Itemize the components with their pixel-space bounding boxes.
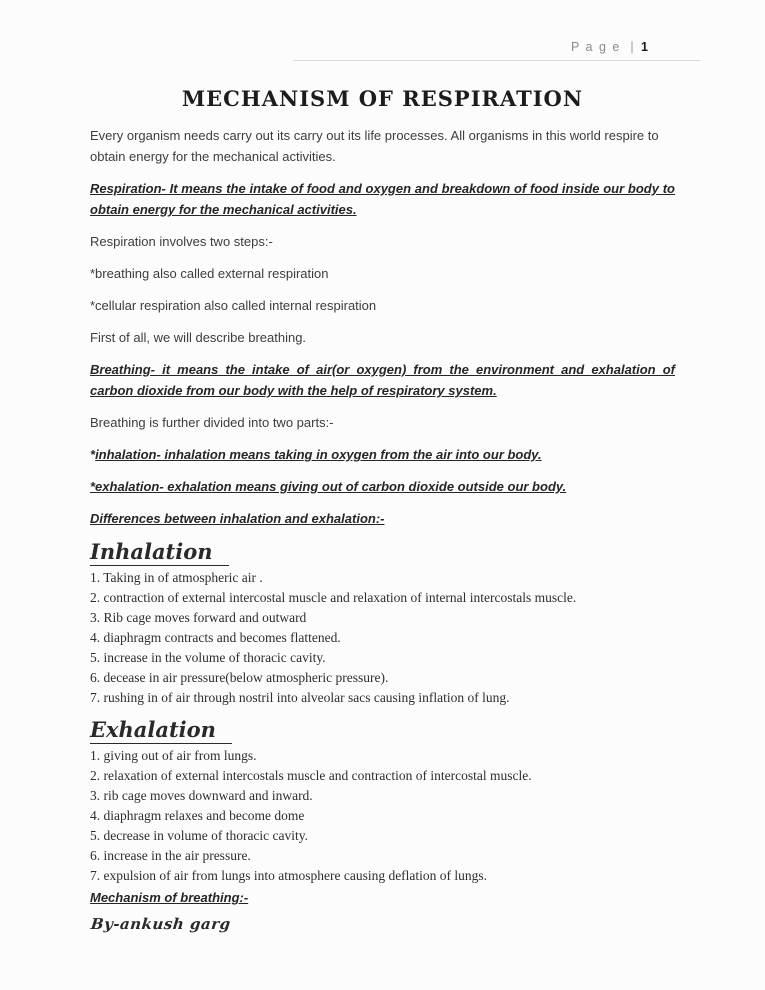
inhalation-definition [90,444,675,465]
inhalation-section-heading: Inhalation [90,540,675,566]
page-label: P a g e [570,40,621,54]
inhalation-item: 7. rushing in of air through nostril into alveolar sacs causing inflation of lung. [90,690,510,705]
exhalation-item: 1. giving out of air from lungs. [90,748,257,763]
inhalation-def-star: * [90,447,96,462]
inhalation-item: 5. increase in the volume of thoracic cavity. [90,650,326,665]
inhalation-list [90,568,675,708]
inhalation-item: 2. contraction of external intercostal muscle and relaxation of internal intercostals muscle. [90,590,577,605]
intro-paragraph: Every organism needs carry out its carry out its life processes. All organisms in this world respire to obtain energy for the mechanical activities. [90,128,659,164]
exhalation-list [90,746,675,886]
steps-intro: Respiration involves two steps:- [90,234,273,249]
inhalation-def-text: inhalation- inhalation means taking in oxygen from the air into our body. [95,447,542,462]
exhalation-item: 6. increase in the air pressure. [90,848,251,863]
respiration-definition: Respiration- It means the intake of food and oxygen and breakdown of food inside our body to obtain energy for the mechanical activities. [90,181,675,217]
exhalation-item: 3. rib cage moves downward and inward. [90,788,313,803]
breathing-definition: Breathing- it means the intake of air(or oxygen) from the environment and exhalation of carbon dioxide from our body with the help of respiratory system. [90,362,675,398]
exhalation-item: 4. diaphragm relaxes and become dome [90,808,305,823]
page-header [293,40,700,61]
page-number: 1 [641,40,648,54]
exhalation-definition [90,476,675,497]
page-separator: | [630,40,634,54]
inhalation-item: 4. diaphragm contracts and becomes flattened. [90,630,341,645]
mechanism-heading: Mechanism of breathing:- [90,890,249,905]
transition-line: First of all, we will describe breathing. [90,330,307,345]
inhalation-item: 3. Rib cage moves forward and outward [90,610,307,625]
step-cellular: *cellular respiration also called internal respiration [90,298,377,313]
inhalation-item: 6. decease in air pressure(below atmospheric pressure). [90,670,389,685]
author-signature: By-ankush garg [90,915,232,933]
exhalation-def-text: *exhalation- exhalation means giving out of carbon dioxide outside our body. [90,479,567,494]
exhalation-item: 5. decrease in volume of thoracic cavity. [90,828,309,843]
exhalation-item: 7. expulsion of air from lungs into atmosphere causing deflation of lungs. [90,868,488,883]
step-breathing: *breathing also called external respiration [90,266,329,281]
differences-heading: Differences between inhalation and exhalation:- [90,511,385,526]
document-title: MECHANISM OF RESPIRATION [181,86,584,111]
exhalation-item: 2. relaxation of external intercostals muscle and contraction of intercostal muscle. [90,768,532,783]
inhalation-item: 1. Taking in of atmospheric air . [90,570,263,585]
exhalation-section-heading: Exhalation [90,718,675,744]
parts-intro: Breathing is further divided into two parts:- [90,415,334,430]
document-body [90,86,675,933]
